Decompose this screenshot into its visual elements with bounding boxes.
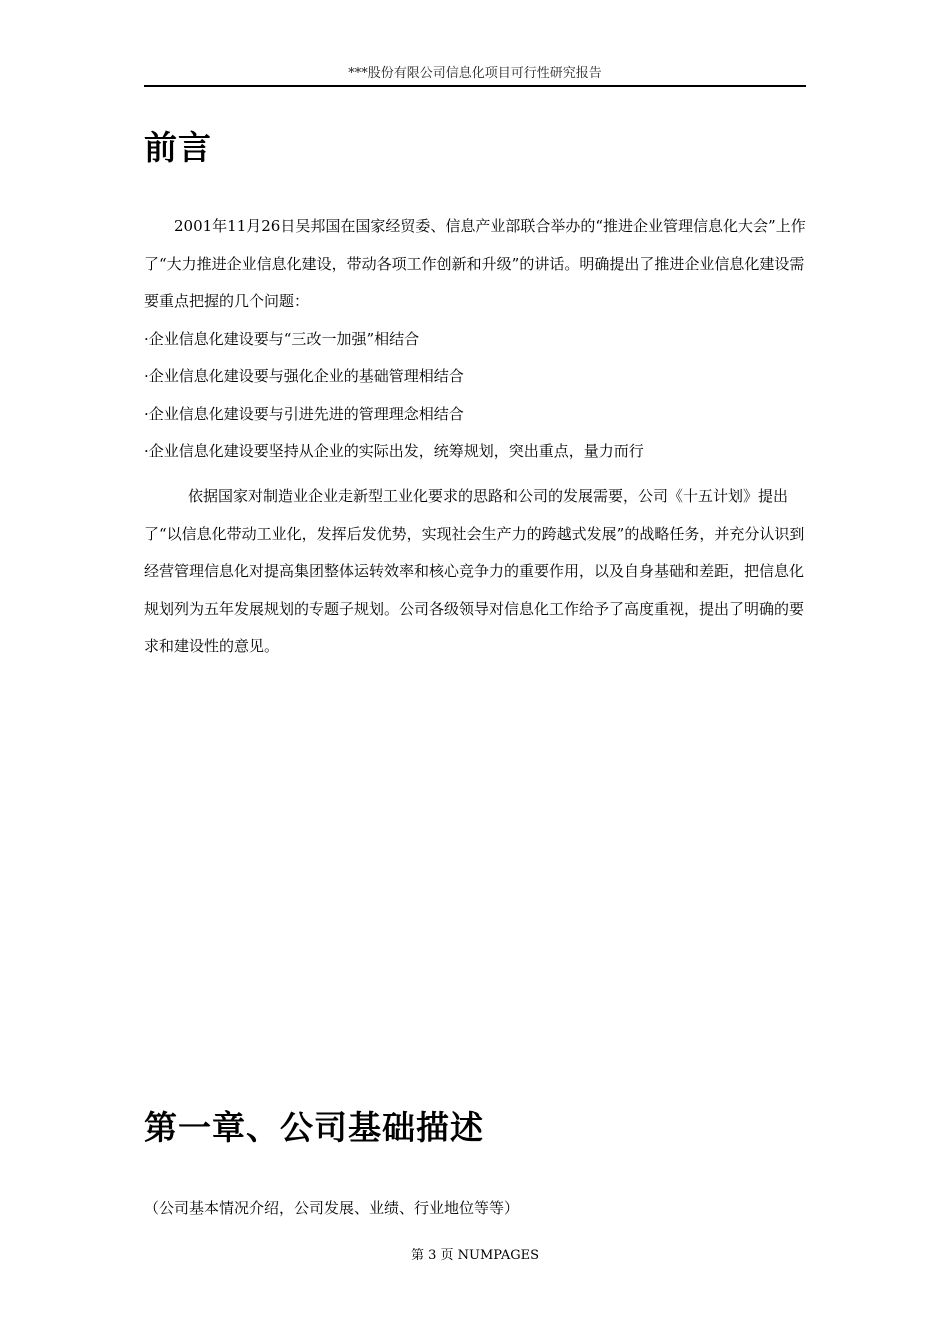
- preface-strategy-section: [144, 478, 806, 666]
- preface-heading: 前言: [144, 128, 212, 167]
- bullet-item: ·企业信息化建设要与“三改一加强”相结合: [144, 329, 420, 348]
- preface-intro-paragraph: 2001年11月26日吴邦国在国家经贸委、信息产业部联合举办的“推进企业管理信息化大会”上作了“大力推进企业信息化建设，带动各项工作创新和升级”的讲话。明确提出了推进企业信息化建设需要重点把握的几个问题：: [144, 217, 806, 310]
- chapter-note: （公司基本情况介绍，公司发展、业绩、行业地位等等）: [144, 1199, 520, 1217]
- chapter-heading: 第一章、公司基础描述: [144, 1108, 484, 1147]
- preface-strategy-paragraph: 依据国家对制造业企业走新型工业化要求的思路和公司的发展需要，公司《十五计划》提出了“以信息化带动工业化，发挥后发优势，实现社会生产力的跨越式发展”的战略任务，并充分认识到经营管理信息化对提高集团整体运转效率和核心竞争力的重要作用，以及自身基础和差距，把信息化规划列为五年发展规划的专题子规划。公司各级领导对信息化工作给予了高度重视，提出了明确的要求和建设性的意见。: [144, 487, 805, 655]
- bullet-item: ·企业信息化建设要与强化企业的基础管理相结合: [144, 367, 464, 385]
- header-divider: [144, 85, 806, 87]
- preface-intro-section: [144, 208, 806, 471]
- bullet-item: ·企业信息化建设要与引进先进的管理理念相结合: [144, 404, 464, 423]
- bullet-item: ·企业信息化建设要坚持从企业的实际出发，统筹规划，突出重点，量力而行: [144, 442, 644, 460]
- page-header: ***股份有限公司信息化项目可行性研究报告: [348, 66, 602, 81]
- page-footer: 第 3 页 NUMPAGES: [410, 1248, 540, 1263]
